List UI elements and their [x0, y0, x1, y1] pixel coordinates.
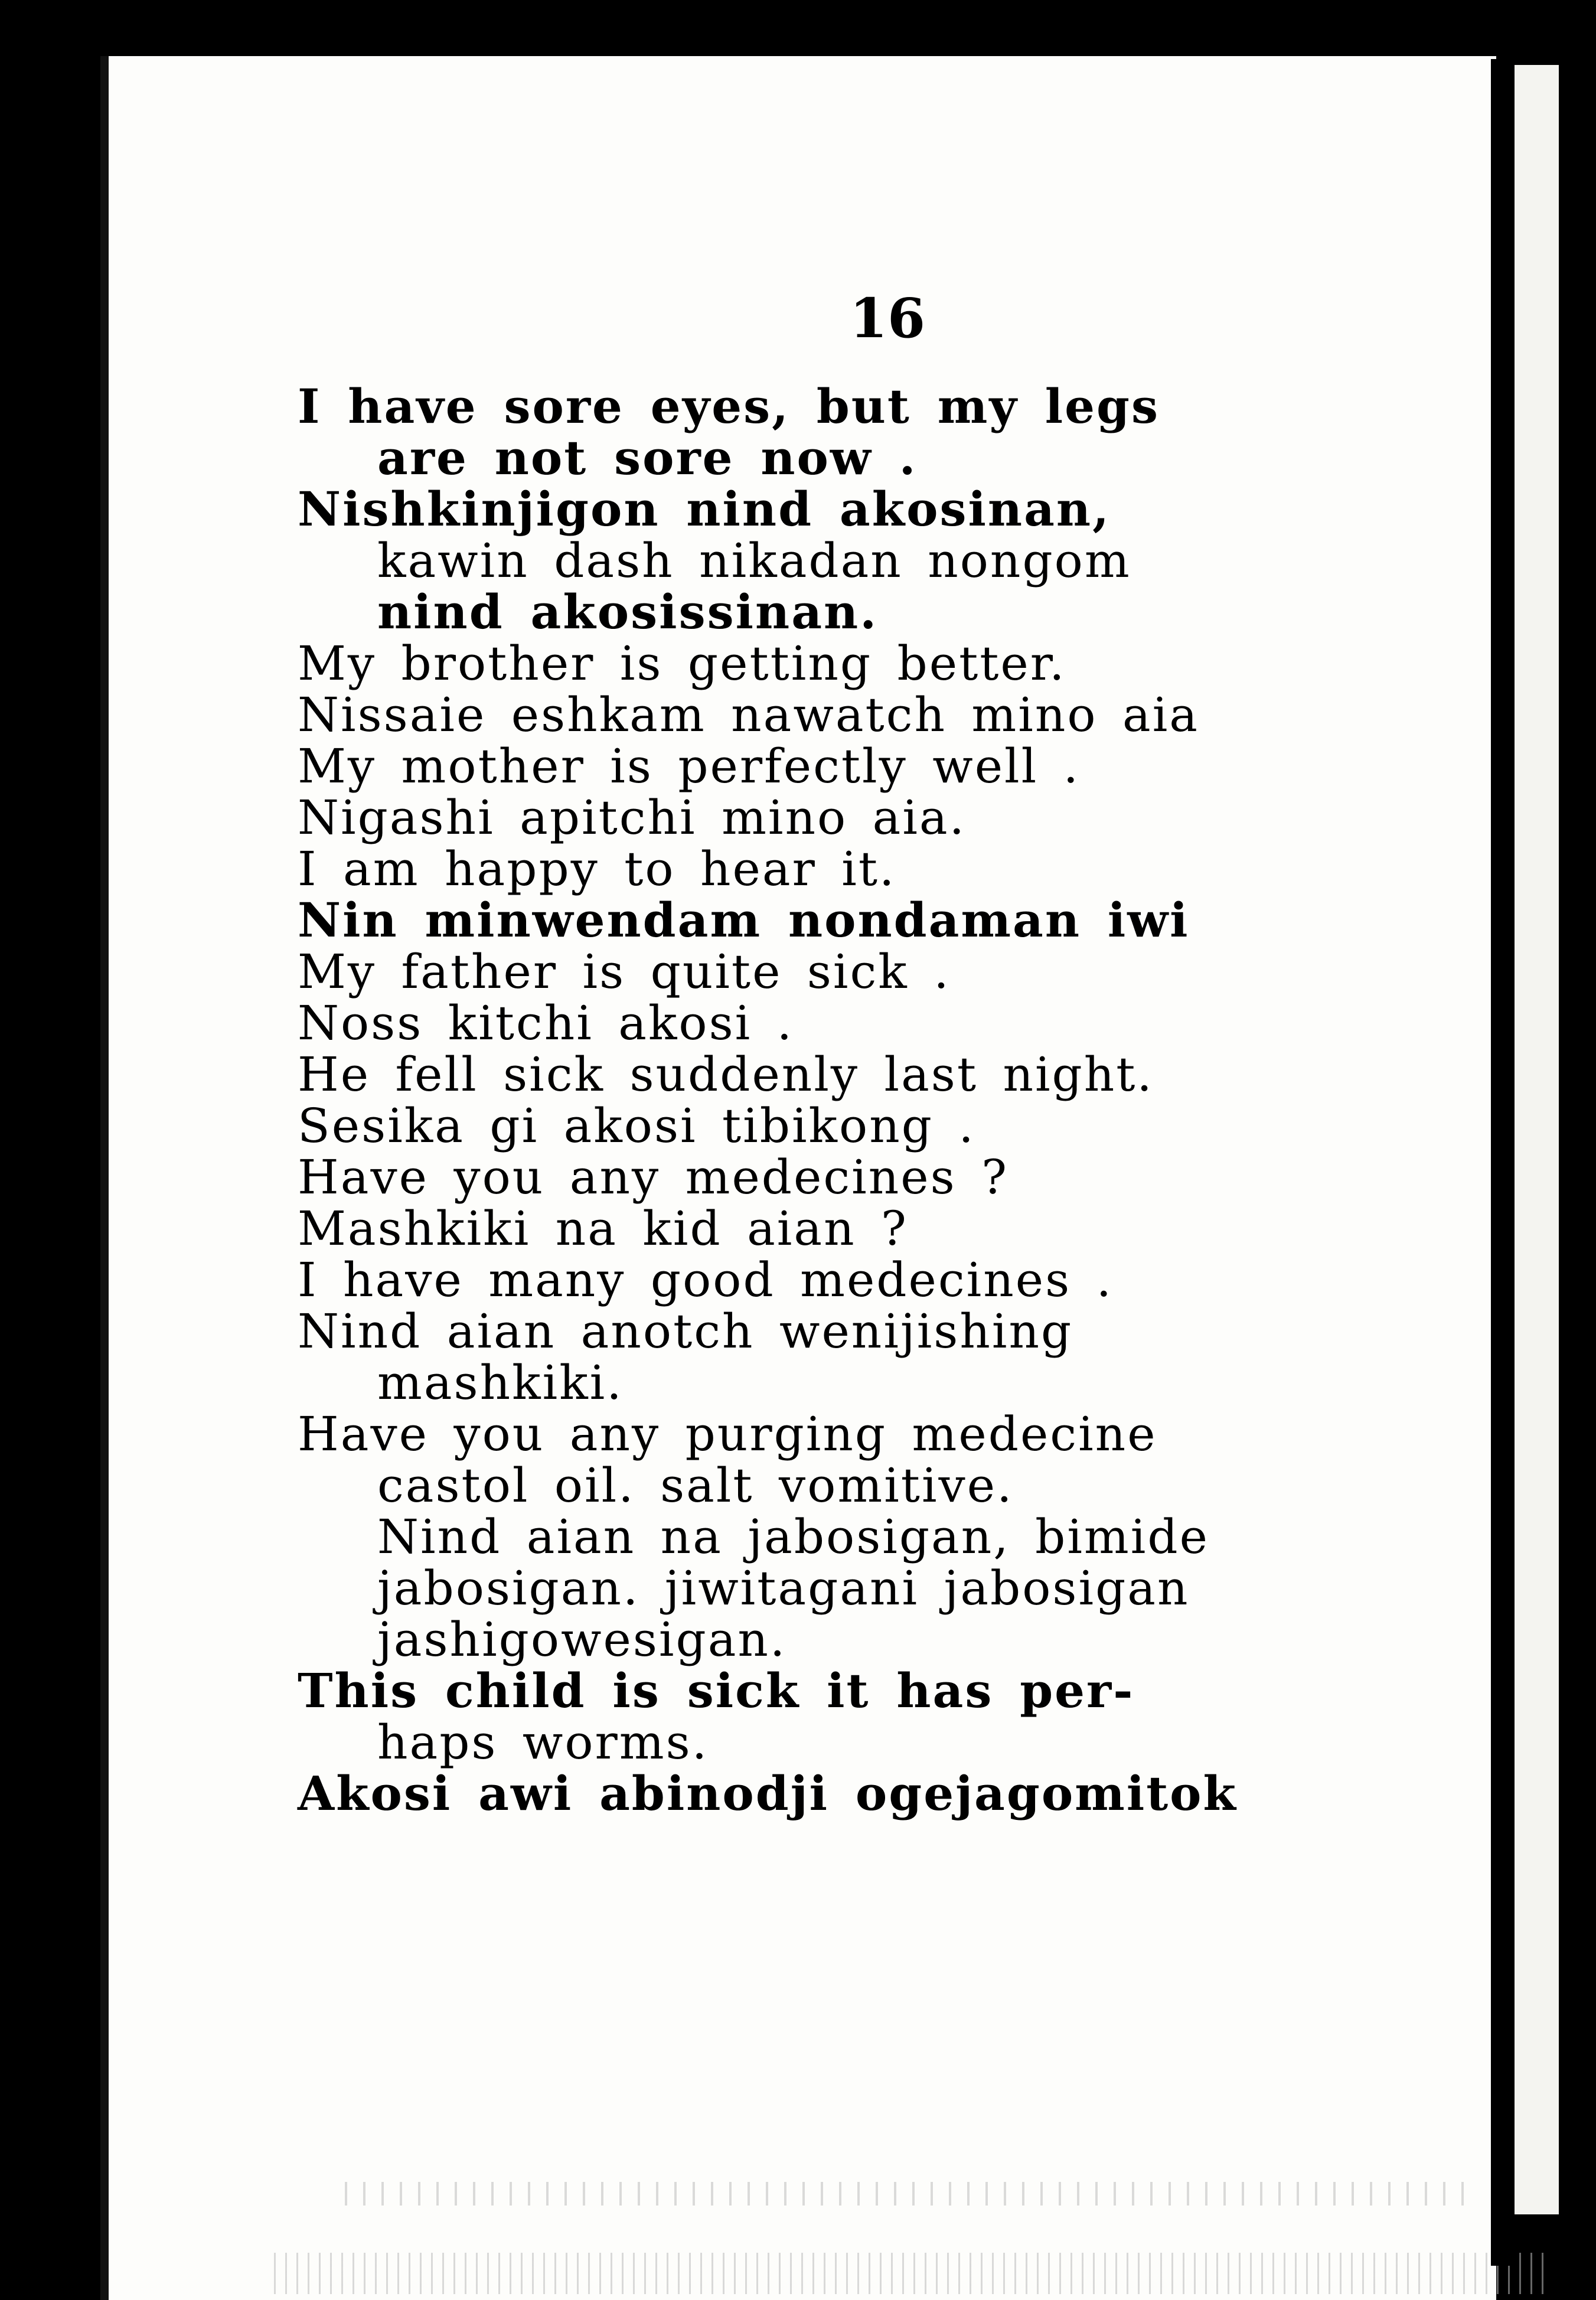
text-line: Mashkiki na kid aian ?: [298, 1201, 908, 1256]
text-line: jabosigan. jiwitagani jabosigan: [377, 1561, 1190, 1616]
text-line: Have you any purging medecine: [298, 1407, 1157, 1461]
text-line: My mother is perfectly well .: [298, 739, 1081, 794]
page-number: 16: [850, 286, 926, 350]
text-line: Nissaie eshkam nawatch mino aia: [298, 687, 1199, 742]
text-line: My father is quite sick .: [298, 944, 951, 999]
text-line: He fell sick suddenly last night.: [298, 1047, 1154, 1102]
text-line: This child is sick it has per-: [298, 1663, 1135, 1718]
text-line: nind akosissinan.: [377, 584, 879, 640]
text-line: kawin dash nikadan nongom: [377, 533, 1131, 588]
bottom-edge-noise: [274, 2253, 1543, 2294]
text-line: Nin minwendam nondaman iwi: [298, 892, 1190, 948]
text-line: Have you any medecines ?: [298, 1150, 1008, 1205]
phrasebook-text: [109, 381, 1496, 1819]
book-page: [100, 56, 1496, 2300]
text-line: castol oil. salt vomitive.: [377, 1458, 1014, 1513]
text-line: Sesika gi akosi tibikong .: [298, 1098, 975, 1153]
text-line: Nishkinjigon nind akosinan,: [298, 481, 1111, 537]
text-line: Nigashi apitchi mino aia.: [298, 790, 967, 845]
text-line: Nind aian anotch wenijishing: [298, 1304, 1073, 1359]
adjacent-page-edge: [1515, 65, 1559, 2214]
page-gutter: [1491, 59, 1515, 2266]
text-line: I have many good medecines .: [298, 1252, 1114, 1307]
text-line: My brother is getting better.: [298, 636, 1066, 691]
text-line: Nind aian na jabosigan, bimide: [377, 1509, 1209, 1564]
text-line: are not sore now .: [377, 430, 918, 485]
text-line: Noss kitchi akosi .: [298, 996, 794, 1051]
text-line: I am happy to hear it.: [298, 841, 896, 896]
text-line: haps worms.: [377, 1715, 709, 1770]
text-line: I have sore eyes, but my legs: [298, 379, 1160, 434]
print-noise: [345, 2182, 1467, 2206]
text-line: jashigowesigan.: [377, 1612, 787, 1667]
text-line: mashkiki.: [377, 1355, 624, 1410]
text-line: Akosi awi abinodji ogejagomitok: [298, 1766, 1238, 1821]
